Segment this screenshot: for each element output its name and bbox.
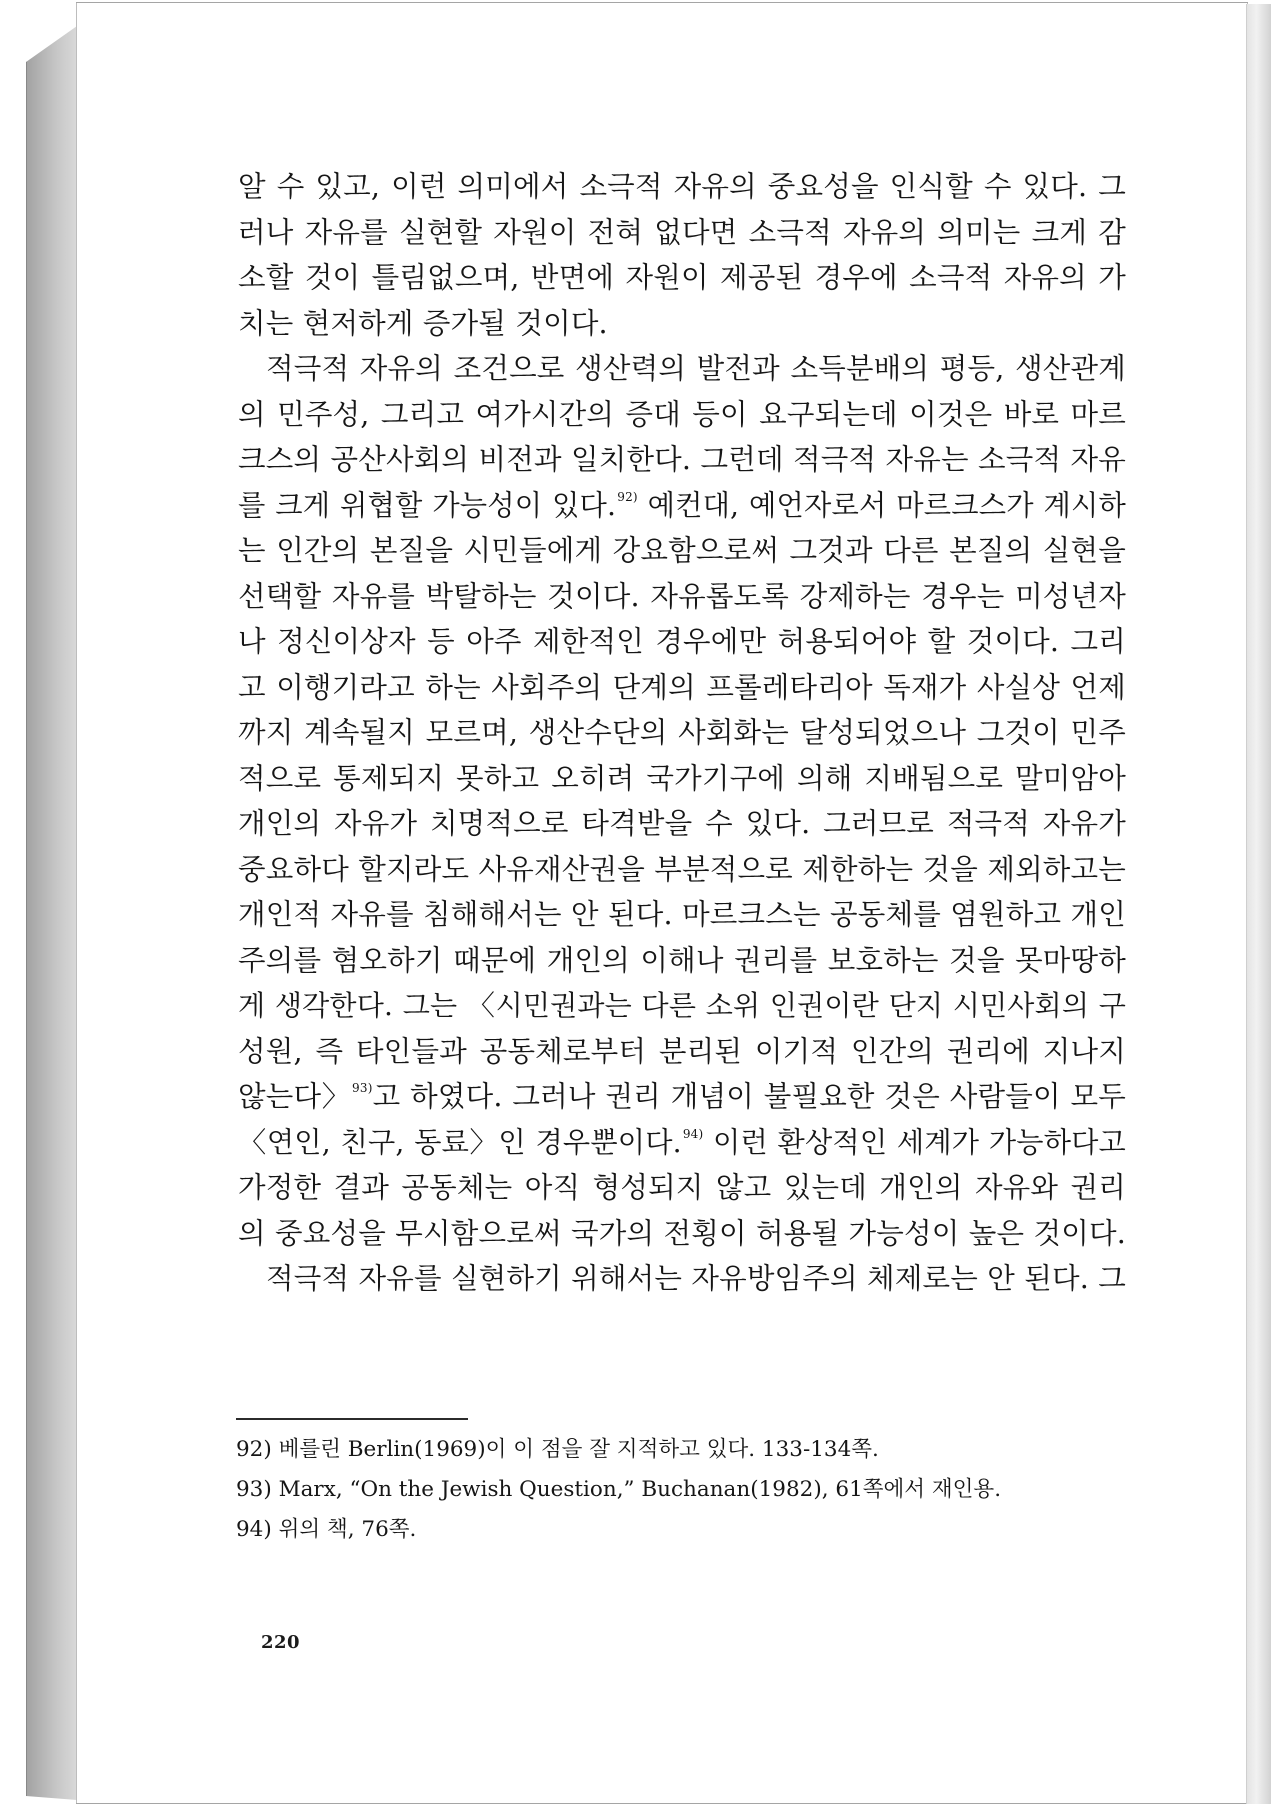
text-line: 크스의 공산사회의 비전과 일치한다. 그런데 적극적 자유는 소극적 자유: [238, 443, 1126, 476]
paragraph-start-line: 적극적 자유의 조건으로 생산력의 발전과 소득분배의 평등, 생산관계: [266, 352, 1126, 385]
paragraph-start-line: 적극적 자유를 실현하기 위해서는 자유방임주의 체제로는 안 된다. 그: [266, 1262, 1126, 1295]
text-line: 개인적 자유를 침해해서는 안 된다. 마르크스는 공동체를 염원하고 개인: [238, 898, 1126, 931]
text-line: 러나 자유를 실현할 자원이 전혀 없다면 소극적 자유의 의미는 크게 감: [238, 215, 1126, 249]
text-line: 는 인간의 본질을 시민들에게 강요함으로써 그것과 다른 본질의 실현을: [238, 534, 1126, 567]
text-line: 알 수 있고, 이런 의미에서 소극적 자유의 중요성을 인식할 수 있다. 그: [238, 170, 1126, 203]
text-line: 선택할 자유를 박탈하는 것이다. 자유롭도록 강제하는 경우는 미성년자: [238, 579, 1126, 613]
footnote-separator: [236, 1418, 468, 1420]
text-line: 의 중요성을 무시함으로써 국가의 전횡이 허용될 가능성이 높은 것이다.: [238, 1216, 1126, 1250]
text-line: 중요하다 할지라도 사유재산권을 부분적으로 제한하는 것을 제외하고는: [238, 852, 1126, 886]
text-line: 고 이행기라고 하는 사회주의 단계의 프롤레타리아 독재가 사실상 언제: [238, 670, 1126, 704]
text-line: 소할 것이 틀림없으며, 반면에 자원이 제공된 경우에 소극적 자유의 가: [238, 261, 1126, 294]
footnote-93: 93) Marx, “On the Jewish Question,” Buchanan(1982), 61쪽에서 재인용.: [236, 1477, 1002, 1502]
text-segment: 를 크게 위협할 가능성이 있다.: [238, 488, 617, 522]
page-bottom-border: [76, 1803, 1248, 1804]
text-line-with-note: [238, 1120, 1126, 1166]
text-line: 성원, 즉 타인들과 공동체로부터 분리된 이기적 인간의 권리에 지나지: [238, 1034, 1126, 1068]
text-segment: 않는다〉: [238, 1080, 352, 1113]
text-line-with-note: [238, 1074, 1126, 1120]
text-line: 치는 현저하게 증가될 것이다.: [238, 306, 608, 340]
book-spine-edge: [26, 26, 77, 1800]
text-segment: 예컨대, 예언자로서 마르크스가 계시하: [647, 488, 1126, 522]
text-segment: 〈연인, 친구, 동료〉인 경우뿐이다.: [238, 1125, 682, 1159]
text-line: 나 정신이상자 등 아주 제한적인 경우에만 허용되어야 할 것이다. 그리: [238, 625, 1126, 658]
text-line: 개인의 자유가 치명적으로 타격받을 수 있다. 그러므로 적극적 자유가: [238, 807, 1126, 840]
text-line: 주의를 혐오하기 때문에 개인의 이해나 권리를 보호하는 것을 못마땅하: [238, 943, 1126, 977]
page-top-border: [76, 2, 1248, 3]
text-line: 까지 계속될지 모르며, 생산수단의 사회화는 달성되었으나 그것이 민주: [238, 716, 1126, 749]
footnote-ref-93: 93): [352, 1081, 373, 1095]
footnotes: [236, 1430, 1136, 1550]
text-line: 적으로 통제되지 못하고 오히려 국가기구에 의해 지배됨으로 말미암아: [238, 761, 1126, 795]
footnote-ref-92: 92): [617, 489, 638, 504]
text-segment: 이런 환상적인 세계가 가능하다고: [713, 1125, 1126, 1159]
page-right-edge: [1246, 4, 1271, 1804]
text-segment: 고 하였다. 그러나 권리 개념이 불필요한 것은 사람들이 모두: [372, 1080, 1126, 1113]
footnote-94: 94) 위의 책, 76쪽.: [236, 1517, 417, 1542]
text-line-with-note: [238, 483, 1126, 529]
text-line: 게 생각한다. 그는 〈시민권과는 다른 소위 인권이란 단지 시민사회의 구: [238, 989, 1126, 1022]
body-text: [238, 164, 1126, 1302]
text-line: 의 민주성, 그리고 여가시간의 증대 등이 요구되는데 이것은 바로 마르: [238, 397, 1126, 431]
page-number: 220: [261, 1632, 301, 1653]
footnote-92: 92) 베를린 Berlin(1969)이 이 점을 잘 지적하고 있다. 133-134쪽.: [236, 1437, 879, 1462]
text-line: 가정한 결과 공동체는 아직 형성되지 않고 있는데 개인의 자유와 권리: [238, 1171, 1126, 1204]
footnote-ref-94: 94): [682, 1126, 704, 1141]
